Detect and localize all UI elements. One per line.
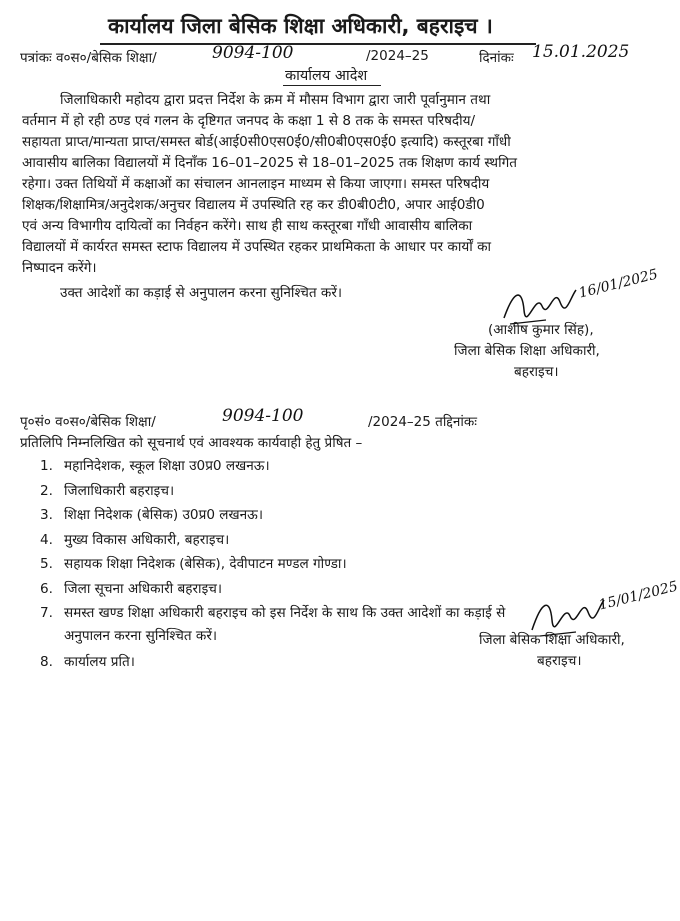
signature1-date: 16/01/2025 [577,266,660,302]
list-item-text: जिला सूचना अधिकारी बहराइच। [64,580,223,597]
copy-intro: प्रतिलिपि निम्नलिखित को सूचनार्थ एवं आवश्यक कार्यवाही हेतु प्रेषित – [20,435,363,451]
list-item-number: 1. [40,458,53,474]
order-heading: कार्यालय आदेश [285,68,368,84]
list-item-text: कार्यालय प्रति। [64,654,135,670]
order-line: जिलाधिकारी महोदय द्वारा प्रदत्त निर्देश के क्रम में मौसम विभाग द्वारा जारी पूर्वानुमान तथा [60,92,491,108]
order-line: शिक्षक/शिक्षामित्र/अनुदेशक/अनुचर विद्यालय में उपस्थिति रह कर डी0बी0टी0, अपार आई0डी0 [22,197,485,213]
list-item-number: 2. [40,482,53,499]
list-item-number: 3. [40,507,53,523]
list-item [40,603,505,624]
copy-ref-prefix: पृ०सं० व०स०/बेसिक शिक्षा/ [20,414,156,430]
list-item-text: शिक्षा निदेशक (बेसिक) उ0प्र0 लखनऊ। [64,507,263,523]
list-item-text: जिलाधिकारी बहराइच। [64,482,175,499]
list-item [40,530,505,551]
signature1-block [454,320,600,383]
signatory-place: बहराइच। [514,364,559,380]
signatory-designation: जिला बेसिक शिक्षा अधिकारी, [454,343,600,359]
list-item [40,505,505,526]
list-item-text: मुख्य विकास अधिकारी, बहराइच। [64,531,230,548]
copy-ref-number-handwritten: 9094-100 [222,406,304,426]
copy-ref-suffix: /2024–25 तद्दिनांकः [368,414,477,430]
copy-list [40,456,505,673]
signature2-block [479,630,625,672]
office-title: कार्यालय जिला बेसिक शिक्षा अधिकारी, बहराइच । [108,14,493,38]
signatory-designation: जिला बेसिक शिक्षा अधिकारी, [479,632,625,648]
order-closing-line: उक्त आदेशों का कड़ाई से अनुपालन करना सुनिश्चित करें। [60,285,343,301]
list-item [40,579,505,600]
list-item-number: 8. [40,654,53,670]
order-body [22,90,662,304]
list-item-text: महानिदेशक, स्कूल शिक्षा उ0प्र0 लखनऊ। [64,458,270,474]
order-line: निष्पादन करेंगे। [22,260,97,276]
title-underline [100,43,536,45]
list-item [40,554,505,575]
order-line: वर्तमान में हो रही ठण्ड एवं गलन के दृष्टिगत जनपद के कक्षा 1 से 8 तक के समस्त परिषदीय/ [22,113,476,129]
list-item-number: 4. [40,531,53,548]
list-item [40,652,505,673]
list-item [40,456,505,477]
order-line: रहेगा। उक्त तिथियों में कक्षाओं का संचालन आनलाइन माध्यम से किया जाएगा। समस्त परिषदीय [22,176,490,192]
date-handwritten: 15.01.2025 [532,42,630,62]
list-item-text: समस्त खण्ड शिक्षा अधिकारी बहराइच को इस निर्देश के साथ कि उक्त आदेशों का कड़ाई से [64,605,506,621]
order-heading-underline [283,85,381,86]
order-line: आवासीय बालिका विद्यालयों में दिनाँक 16–01–2025 से 18–01–2025 तक शिक्षण कार्य स्थगित [22,155,517,171]
ref-prefix: पत्रांकः व०स०/बेसिक शिक्षा/ [20,50,157,66]
ref-number-handwritten: 9094-100 [212,43,294,63]
ref-suffix: /2024–25 [366,48,429,64]
list-item-text: सहायक शिक्षा निदेशक (बेसिक), देवीपाटन मण्डल गोण्डा। [64,556,347,572]
list-item [40,481,505,502]
order-line: एवं अन्य विभागीय दायित्वों का निर्वहन करेंगे। साथ ही साथ कस्तूरबा गाँधी आवासीय बालिका [22,218,473,234]
list-item-number: 6. [40,580,53,597]
list-item-number: 7. [40,605,53,621]
date-label: दिनांकः [479,50,514,66]
signatory-place: बहराइच। [537,653,582,669]
signature2-date: 15/01/2025 [597,578,680,614]
order-line: सहायता प्राप्त/मान्यता प्राप्त/समस्त बोर्ड(आई0सी0एस0ई0/सी0बी0एस0ई0 इत्यादि) कस्तूरबा गाँधी [22,134,511,150]
signatory-name: (आशीष कुमार सिंह), [488,322,594,338]
list-item-continuation: अनुपालन करना सुनिश्चित करें। [64,627,218,644]
list-item-number: 5. [40,556,53,572]
order-line: विद्यालयों में कार्यरत समस्त स्टाफ विद्यालय में उपस्थित रहकर प्राथमिकता के आधार पर कार्यों का [22,239,492,255]
